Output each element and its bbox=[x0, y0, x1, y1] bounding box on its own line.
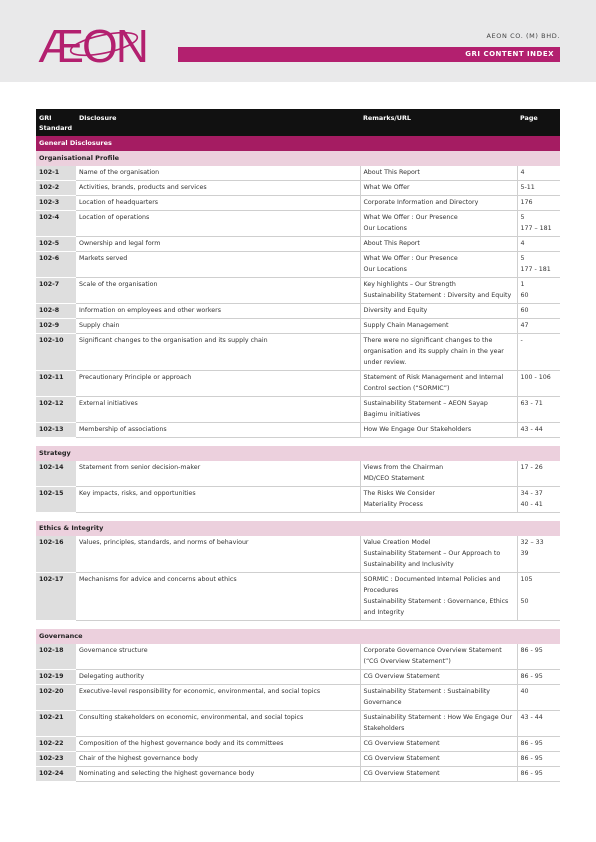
disclosure: Governance structure bbox=[76, 644, 360, 670]
disclosure: Composition of the highest governance body and its committees bbox=[76, 737, 360, 752]
gri-code: 102-16 bbox=[36, 536, 76, 573]
page-ref: 177 – 181 bbox=[520, 225, 552, 232]
page-ref: - bbox=[520, 337, 523, 344]
disclosure: Membership of associations bbox=[76, 423, 360, 438]
page-ref: 17 - 26 bbox=[520, 464, 543, 471]
remark-line: Sustainability Statement : Sustainability Governance bbox=[363, 688, 491, 706]
disclosure: Precautionary Principle or approach bbox=[76, 371, 360, 397]
gri-code: 102-7 bbox=[36, 278, 76, 304]
disclosure: Information on employees and other workers bbox=[76, 304, 360, 319]
page-ref: 32 – 33 bbox=[520, 539, 544, 546]
disclosure: Key impacts, risks, and opportunities bbox=[76, 487, 360, 513]
disclosure: Consulting stakeholders on economic, environmental, and social topics bbox=[76, 711, 360, 737]
gri-content-index-table bbox=[36, 109, 560, 782]
section-title: Ethics & Integrity bbox=[36, 521, 560, 536]
table-row bbox=[36, 644, 560, 670]
page-cell bbox=[517, 166, 560, 181]
page-cell bbox=[517, 237, 560, 252]
remarks-cell bbox=[360, 737, 517, 752]
remarks-cell bbox=[360, 685, 517, 711]
remarks-cell bbox=[360, 397, 517, 423]
page-ref: 34 - 37 bbox=[520, 490, 543, 497]
disclosure: Activities, brands, products and services bbox=[76, 181, 360, 196]
page-ref: 105 bbox=[520, 576, 533, 583]
page-ref: 40 - 41 bbox=[520, 501, 543, 508]
page-ref: 50 bbox=[520, 598, 529, 605]
remark-line: CG Overview Statement bbox=[363, 673, 440, 680]
remark-line: How We Engage Our Stakeholders bbox=[363, 426, 472, 433]
page-cell bbox=[517, 196, 560, 211]
table-row bbox=[36, 334, 560, 371]
page-cell bbox=[517, 319, 560, 334]
disclosure: Location of operations bbox=[76, 211, 360, 237]
remark-line: Statement of Risk Management and Internal Control section (“SORMIC”) bbox=[363, 374, 504, 392]
page-cell bbox=[517, 644, 560, 670]
table-header-row bbox=[36, 109, 560, 136]
disclosure: Significant changes to the organisation and its supply chain bbox=[76, 334, 360, 371]
page-cell bbox=[517, 304, 560, 319]
header-gri-standard: GRI Standard bbox=[36, 109, 76, 136]
table-row bbox=[36, 767, 560, 782]
page-ref: 4 bbox=[520, 240, 525, 247]
remarks-cell bbox=[360, 752, 517, 767]
disclosure: Supply chain bbox=[76, 319, 360, 334]
gri-code: 102-5 bbox=[36, 237, 76, 252]
table-row bbox=[36, 670, 560, 685]
disclosure: Markets served bbox=[76, 252, 360, 278]
section-title: Governance bbox=[36, 629, 560, 644]
remark-line: Sustainability Statement : Governance, Ethics and Integrity bbox=[363, 598, 509, 616]
disclosure: Name of the organisation bbox=[76, 166, 360, 181]
gri-code: 102-3 bbox=[36, 196, 76, 211]
remarks-cell bbox=[360, 371, 517, 397]
disclosure: Scale of the organisation bbox=[76, 278, 360, 304]
table-body bbox=[36, 136, 560, 782]
section-title: GRI CONTENT INDEX bbox=[465, 50, 554, 58]
page-ref: 5 bbox=[520, 214, 525, 221]
page-ref: 5-11 bbox=[520, 184, 535, 191]
gri-code: 102-24 bbox=[36, 767, 76, 782]
remarks-cell bbox=[360, 252, 517, 278]
table-row bbox=[36, 304, 560, 319]
remarks-cell bbox=[360, 181, 517, 196]
remarks-cell bbox=[360, 166, 517, 181]
page-cell bbox=[517, 573, 560, 621]
header-disclosure: Disclosure bbox=[76, 109, 360, 136]
page-ref: 40 bbox=[520, 688, 529, 695]
remark-line: About This Report bbox=[363, 169, 420, 176]
page-ref: 177 - 181 bbox=[520, 266, 551, 273]
gri-code: 102-19 bbox=[36, 670, 76, 685]
page-cell bbox=[517, 767, 560, 782]
remark-line: Value Creation Model bbox=[363, 539, 431, 546]
remarks-cell bbox=[360, 670, 517, 685]
disclosure: External initiatives bbox=[76, 397, 360, 423]
general-disclosures-row bbox=[36, 136, 560, 151]
table-row bbox=[36, 252, 560, 278]
disclosure: Delegating authority bbox=[76, 670, 360, 685]
page-ref: 86 - 95 bbox=[520, 740, 543, 747]
page-ref: 63 - 71 bbox=[520, 400, 543, 407]
table-row bbox=[36, 487, 560, 513]
remark-line: Our Locations bbox=[363, 225, 407, 232]
page-ref: 86 - 95 bbox=[520, 647, 543, 654]
remark-line: MD/CEO Statement bbox=[363, 475, 425, 482]
remarks-cell bbox=[360, 487, 517, 513]
remark-line: Sustainability Statement : How We Engage Our Stakeholders bbox=[363, 714, 513, 732]
disclosure: Location of headquarters bbox=[76, 196, 360, 211]
page-ref: 47 bbox=[520, 322, 529, 329]
remarks-cell bbox=[360, 211, 517, 237]
remark-line: Materiality Process bbox=[363, 501, 423, 508]
disclosure: Statement from senior decision-maker bbox=[76, 461, 360, 487]
gri-code: 102-2 bbox=[36, 181, 76, 196]
page-ref: 5 bbox=[520, 255, 525, 262]
remarks-cell bbox=[360, 334, 517, 371]
remark-line: There were no significant changes to the organisation and its supply chain in the year under review. bbox=[363, 337, 504, 366]
remarks-cell bbox=[360, 573, 517, 621]
group-spacer bbox=[36, 438, 560, 447]
spacer-cell bbox=[36, 513, 560, 522]
page-ref: 39 bbox=[520, 550, 529, 557]
remark-line: Sustainability Statement : Diversity and Equity bbox=[363, 292, 512, 299]
group-spacer bbox=[36, 621, 560, 630]
spacer-cell bbox=[36, 438, 560, 447]
page-cell bbox=[517, 536, 560, 573]
section-row bbox=[36, 521, 560, 536]
remarks-cell bbox=[360, 278, 517, 304]
svg-text:ÆON: ÆON bbox=[38, 20, 147, 68]
gri-code: 102-1 bbox=[36, 166, 76, 181]
disclosure: Ownership and legal form bbox=[76, 237, 360, 252]
page-cell bbox=[517, 670, 560, 685]
remark-line: Key highlights – Our Strength bbox=[363, 281, 456, 288]
gri-code: 102-21 bbox=[36, 711, 76, 737]
section-title: Strategy bbox=[36, 446, 560, 461]
table-row bbox=[36, 166, 560, 181]
remarks-cell bbox=[360, 461, 517, 487]
gri-code: 102-8 bbox=[36, 304, 76, 319]
disclosure: Executive-level responsibility for economic, environmental, and social topics bbox=[76, 685, 360, 711]
page-ref: 86 - 95 bbox=[520, 755, 543, 762]
page-cell bbox=[517, 397, 560, 423]
remarks-cell bbox=[360, 536, 517, 573]
page-ref: 86 - 95 bbox=[520, 770, 543, 777]
group-spacer bbox=[36, 513, 560, 522]
gri-code: 102-6 bbox=[36, 252, 76, 278]
page-cell bbox=[517, 737, 560, 752]
gri-code: 102-4 bbox=[36, 211, 76, 237]
remarks-cell bbox=[360, 423, 517, 438]
page-cell bbox=[517, 252, 560, 278]
disclosure: Chair of the highest governance body bbox=[76, 752, 360, 767]
page-cell bbox=[517, 211, 560, 237]
table-row bbox=[36, 211, 560, 237]
remark-line: Our Locations bbox=[363, 266, 407, 273]
gri-code: 102-12 bbox=[36, 397, 76, 423]
section-row bbox=[36, 151, 560, 166]
remarks-cell bbox=[360, 644, 517, 670]
page-cell bbox=[517, 371, 560, 397]
gri-code: 102-11 bbox=[36, 371, 76, 397]
table-row bbox=[36, 371, 560, 397]
section-row bbox=[36, 629, 560, 644]
page-cell bbox=[517, 181, 560, 196]
page-ref: 43 - 44 bbox=[520, 714, 543, 721]
gri-code: 102-17 bbox=[36, 573, 76, 621]
page-ref bbox=[521, 585, 558, 596]
remarks-cell bbox=[360, 237, 517, 252]
table-row bbox=[36, 319, 560, 334]
remark-line: What We Offer bbox=[363, 184, 410, 191]
page-ref: 60 bbox=[520, 292, 529, 299]
remark-line: Sustainability Statement – Our Approach to Sustainability and Inclusivity bbox=[363, 550, 501, 568]
page-cell bbox=[517, 334, 560, 371]
table-row bbox=[36, 461, 560, 487]
disclosure: Values, principles, standards, and norms of behaviour bbox=[76, 536, 360, 573]
remark-line: Views from the Chairman bbox=[363, 464, 444, 471]
page-ref: 1 bbox=[520, 281, 525, 288]
page-cell bbox=[517, 423, 560, 438]
remark-line: CG Overview Statement bbox=[363, 755, 440, 762]
remarks-cell bbox=[360, 767, 517, 782]
page-ref: 176 bbox=[520, 199, 533, 206]
disclosure: Nominating and selecting the highest governance body bbox=[76, 767, 360, 782]
table-row bbox=[36, 181, 560, 196]
remark-line: CG Overview Statement bbox=[363, 770, 440, 777]
table-row bbox=[36, 685, 560, 711]
remark-line: The Risks We Consider bbox=[363, 490, 436, 497]
page-ref: 4 bbox=[520, 169, 525, 176]
table-row bbox=[36, 752, 560, 767]
page-ref: 86 - 95 bbox=[520, 673, 543, 680]
table-row bbox=[36, 423, 560, 438]
disclosure: Mechanisms for advice and concerns about ethics bbox=[76, 573, 360, 621]
page-cell bbox=[517, 278, 560, 304]
section-banner bbox=[178, 47, 560, 62]
general-disclosures-label: General Disclosures bbox=[36, 136, 560, 151]
remark-line: What We Offer : Our Presence bbox=[363, 255, 458, 262]
gri-code: 102-13 bbox=[36, 423, 76, 438]
table-row bbox=[36, 196, 560, 211]
gri-code: 102-10 bbox=[36, 334, 76, 371]
remark-line: Corporate Information and Directory bbox=[363, 199, 479, 206]
gri-code: 102-22 bbox=[36, 737, 76, 752]
remark-line: What We Offer : Our Presence bbox=[363, 214, 458, 221]
header-page: Page bbox=[517, 109, 560, 136]
gri-code: 102-14 bbox=[36, 461, 76, 487]
table-row bbox=[36, 711, 560, 737]
table-row bbox=[36, 237, 560, 252]
page-cell bbox=[517, 461, 560, 487]
page-cell bbox=[517, 752, 560, 767]
section-title: Organisational Profile bbox=[36, 151, 560, 166]
table-row bbox=[36, 737, 560, 752]
remark-line: Corporate Governance Overview Statement (“CG Overview Statement”) bbox=[363, 647, 502, 665]
header-remarks: Remarks/URL bbox=[360, 109, 517, 136]
remark-line: About This Report bbox=[363, 240, 420, 247]
page-cell bbox=[517, 685, 560, 711]
remark-line: Supply Chain Management bbox=[363, 322, 449, 329]
company-name: AEON CO. (M) BHD. bbox=[486, 32, 560, 40]
remarks-cell bbox=[360, 304, 517, 319]
table-row bbox=[36, 278, 560, 304]
gri-code: 102-15 bbox=[36, 487, 76, 513]
aeon-logo bbox=[36, 20, 176, 68]
page-ref: 43 - 44 bbox=[520, 426, 543, 433]
gri-code: 102-23 bbox=[36, 752, 76, 767]
page-cell bbox=[517, 711, 560, 737]
page-cell bbox=[517, 487, 560, 513]
remark-line: Sustainability Statement – AEON Sayap Bagimu initiatives bbox=[363, 400, 488, 418]
section-row bbox=[36, 446, 560, 461]
page-ref: 60 bbox=[520, 307, 529, 314]
remark-line: Diversity and Equity bbox=[363, 307, 428, 314]
remarks-cell bbox=[360, 319, 517, 334]
remarks-cell bbox=[360, 711, 517, 737]
table-row bbox=[36, 536, 560, 573]
gri-code: 102-20 bbox=[36, 685, 76, 711]
spacer-cell bbox=[36, 621, 560, 630]
remark-line: CG Overview Statement bbox=[363, 740, 440, 747]
table-row bbox=[36, 573, 560, 621]
gri-code: 102-9 bbox=[36, 319, 76, 334]
page-ref: 100 - 106 bbox=[520, 374, 551, 381]
remark-line: SORMIC : Documented Internal Policies and Procedures bbox=[363, 576, 501, 594]
remarks-cell bbox=[360, 196, 517, 211]
table-row bbox=[36, 397, 560, 423]
gri-code: 102-18 bbox=[36, 644, 76, 670]
